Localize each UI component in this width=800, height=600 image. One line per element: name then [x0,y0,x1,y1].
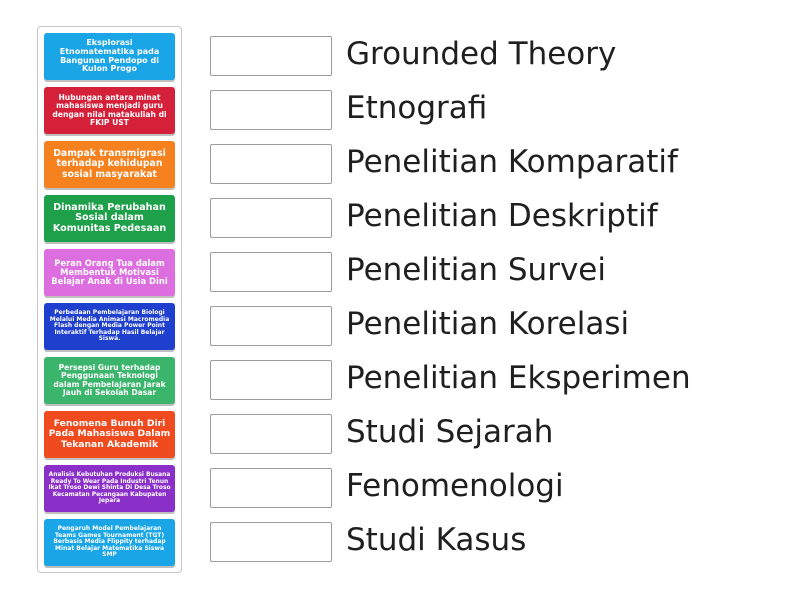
term-label: Grounded Theory [346,36,617,72]
drop-slot[interactable] [210,468,332,508]
answer-tile-text: Analisis Kebutuhan Produksi Busana Ready To Wear Pada Industri Tenun Ikat Troso Dewi Shinta Di Desa Troso Kecamatan Pecangaan Kabupaten Jepara [48,472,171,505]
answer-tile[interactable] [44,519,175,566]
drop-slot[interactable] [210,36,332,76]
match-row [210,414,770,454]
drop-slot[interactable] [210,252,332,292]
drop-slot[interactable] [210,522,332,562]
term-label: Studi Kasus [346,522,527,558]
answer-tile-text: Fenomena Bunuh Diri Pada Mahasiswa Dalam Tekanan Akademik [48,418,171,450]
answer-tile[interactable] [44,357,175,404]
match-row [210,468,770,508]
answer-tile[interactable] [44,465,175,512]
answer-tile-text: Peran Orang Tua dalam Membentuk Motivasi Belajar Anak di Usia Dini [51,257,168,287]
answer-tile[interactable] [44,141,175,188]
answer-tile[interactable] [44,249,175,296]
term-label: Penelitian Korelasi [346,306,630,342]
match-row [210,144,770,184]
term-label: Penelitian Deskriptif [346,198,658,234]
drop-slot[interactable] [210,90,332,130]
answer-tile[interactable] [44,303,175,350]
drop-slot[interactable] [210,360,332,400]
term-label: Fenomenologi [346,468,564,504]
match-row [210,306,770,346]
match-row [210,522,770,562]
match-row [210,360,770,400]
match-row [210,198,770,238]
answer-tile[interactable] [44,33,175,80]
term-label: Penelitian Eksperimen [346,360,691,396]
term-label: Penelitian Survei [346,252,606,288]
match-row [210,252,770,292]
term-label: Studi Sejarah [346,414,554,450]
answer-tile-text: Persepsi Guru terhadap Penggunaan Teknologi dalam Pembelajaran Jarak Jauh di Sekolah Dasar [53,362,166,397]
drop-slot[interactable] [210,306,332,346]
answer-tile-text: Pengaruh Model Pembelajaran Teams Games Tournament (TGT) Berbasis Media Flippity terhadap Minat Belajar Matematika Siswa SMP [53,525,166,559]
answer-tile-text: Dinamika Perubahan Sosial dalam Komunitas Pedesaan [52,201,167,234]
answer-tile[interactable] [44,195,175,242]
match-row [210,90,770,130]
drop-slot[interactable] [210,414,332,454]
answer-tile-text: Dampak transmigrasi terhadap kehidupan sosial masyarakat [53,148,166,180]
answer-tile-tray [37,26,182,573]
match-row [210,36,770,76]
term-label: Etnografi [346,90,488,126]
answer-tile[interactable] [44,87,175,134]
term-label: Penelitian Komparatif [346,144,678,180]
answer-tile-text: Perbedaan Pembelajaran Biologi Melalui Media Animasi Macromedia Flash dengan Media Power Point Interaktif Terhadap Hasil Belajar Siswa. [49,309,170,343]
answer-tile[interactable] [44,411,175,458]
answer-tile-text: Hubungan antara minat mahasiswa menjadi guru dengan nilai matakuliah di FKIP UST [52,92,167,127]
drop-slot[interactable] [210,144,332,184]
answer-tile-text: Eksplorasi Etnomatematika pada Bangunan Pendopo di Kulon Progo [59,37,160,74]
drop-slot[interactable] [210,198,332,238]
